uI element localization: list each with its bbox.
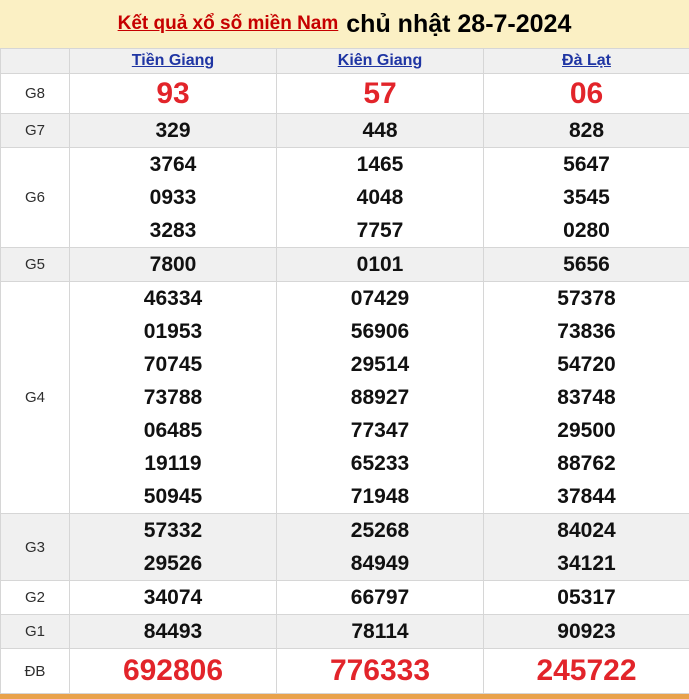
prize-cell-g7-col2 xyxy=(484,114,689,148)
prize-number: 84949 xyxy=(277,547,483,580)
prize-number: 01953 xyxy=(70,315,276,348)
prize-number: 57 xyxy=(277,75,483,113)
prize-number: 88927 xyxy=(277,381,483,414)
prize-cell-g2-col2 xyxy=(484,581,689,615)
prize-number: 77347 xyxy=(277,414,483,447)
prize-number: 84493 xyxy=(70,615,276,648)
header-corner-cell xyxy=(1,49,70,74)
province-link-tien-giang[interactable]: Tiền Giang xyxy=(132,52,214,69)
prize-label-g2: G2 xyxy=(1,581,70,615)
header-cell-da-lat xyxy=(484,49,689,74)
prize-number: 05317 xyxy=(484,581,689,614)
region-results-link[interactable]: Kết quả xổ số miền Nam xyxy=(118,13,339,35)
province-link-da-lat[interactable]: Đà Lạt xyxy=(562,52,611,69)
prize-cell-g4-col0 xyxy=(70,282,277,514)
prize-number: 57332 xyxy=(70,514,276,547)
prize-row-db xyxy=(1,649,689,694)
prize-number: 7800 xyxy=(70,248,276,281)
prize-number: 3545 xyxy=(484,181,689,214)
prize-number: 19119 xyxy=(70,447,276,480)
prize-cell-g6-col1 xyxy=(277,148,484,248)
prize-cell-g8-col0 xyxy=(70,74,277,114)
prize-number: 34121 xyxy=(484,547,689,580)
prize-number: 73836 xyxy=(484,315,689,348)
prize-cell-g1-col1 xyxy=(277,615,484,649)
prize-number: 46334 xyxy=(70,282,276,315)
prize-number: 29514 xyxy=(277,348,483,381)
prize-row-g5 xyxy=(1,248,689,282)
prize-number: 25268 xyxy=(277,514,483,547)
prize-cell-g5-col1 xyxy=(277,248,484,282)
prize-row-g2 xyxy=(1,581,689,615)
prize-cell-g5-col0 xyxy=(70,248,277,282)
prize-number: 88762 xyxy=(484,447,689,480)
prize-cell-g4-col1 xyxy=(277,282,484,514)
prize-cell-g8-col1 xyxy=(277,74,484,114)
prize-cell-g5-col2 xyxy=(484,248,689,282)
prize-number: 50945 xyxy=(70,480,276,513)
prize-number: 5647 xyxy=(484,148,689,181)
prize-number: 692806 xyxy=(70,652,276,690)
prize-number: 329 xyxy=(70,114,276,147)
prize-number: 83748 xyxy=(484,381,689,414)
prize-number: 57378 xyxy=(484,282,689,315)
prize-cell-db-col0 xyxy=(70,649,277,694)
prize-number: 5656 xyxy=(484,248,689,281)
prize-number: 07429 xyxy=(277,282,483,315)
prize-number: 70745 xyxy=(70,348,276,381)
prize-number: 34074 xyxy=(70,581,276,614)
prize-number: 3283 xyxy=(70,214,276,247)
prize-number: 73788 xyxy=(70,381,276,414)
prize-cell-g7-col0 xyxy=(70,114,277,148)
header-cell-tien-giang xyxy=(70,49,277,74)
prize-label-g8: G8 xyxy=(1,74,70,114)
prize-row-g3 xyxy=(1,514,689,581)
title-date-text: chủ nhật 28-7-2024 xyxy=(346,10,571,39)
prize-cell-g4-col2 xyxy=(484,282,689,514)
prize-label-db: ĐB xyxy=(1,649,70,694)
prize-number: 66797 xyxy=(277,581,483,614)
prize-number: 06 xyxy=(484,75,689,113)
prize-row-g7 xyxy=(1,114,689,148)
prize-label-g3: G3 xyxy=(1,514,70,581)
prize-number: 37844 xyxy=(484,480,689,513)
prize-cell-g3-col1 xyxy=(277,514,484,581)
prize-number: 448 xyxy=(277,114,483,147)
prize-cell-g7-col1 xyxy=(277,114,484,148)
prize-cell-g2-col0 xyxy=(70,581,277,615)
prize-number: 1465 xyxy=(277,148,483,181)
prize-number: 54720 xyxy=(484,348,689,381)
prize-number: 0280 xyxy=(484,214,689,247)
prize-cell-g3-col0 xyxy=(70,514,277,581)
prize-cell-g3-col2 xyxy=(484,514,689,581)
prize-row-g4 xyxy=(1,282,689,514)
prize-cell-g8-col2 xyxy=(484,74,689,114)
province-link-kien-giang[interactable]: Kiên Giang xyxy=(338,52,422,69)
prize-row-g6 xyxy=(1,148,689,248)
prize-number: 0933 xyxy=(70,181,276,214)
page-title xyxy=(0,0,689,48)
prize-number: 3764 xyxy=(70,148,276,181)
prize-number: 29500 xyxy=(484,414,689,447)
prize-number: 0101 xyxy=(277,248,483,281)
prize-number: 828 xyxy=(484,114,689,147)
results-table xyxy=(0,48,689,694)
header-cell-kien-giang xyxy=(277,49,484,74)
prize-cell-db-col2 xyxy=(484,649,689,694)
prize-number: 71948 xyxy=(277,480,483,513)
prize-label-g1: G1 xyxy=(1,615,70,649)
prize-number: 84024 xyxy=(484,514,689,547)
header-row xyxy=(1,49,689,74)
prize-number: 7757 xyxy=(277,214,483,247)
prize-row-g1 xyxy=(1,615,689,649)
prize-number: 90923 xyxy=(484,615,689,648)
prize-label-g7: G7 xyxy=(1,114,70,148)
prize-cell-g6-col0 xyxy=(70,148,277,248)
prize-number: 776333 xyxy=(277,652,483,690)
prize-cell-g6-col2 xyxy=(484,148,689,248)
prize-number: 29526 xyxy=(70,547,276,580)
prize-label-g6: G6 xyxy=(1,148,70,248)
prize-number: 65233 xyxy=(277,447,483,480)
prize-number: 06485 xyxy=(70,414,276,447)
prize-number: 93 xyxy=(70,75,276,113)
prize-row-g8 xyxy=(1,74,689,114)
prize-cell-db-col1 xyxy=(277,649,484,694)
prize-number: 56906 xyxy=(277,315,483,348)
prize-cell-g2-col1 xyxy=(277,581,484,615)
prize-label-g4: G4 xyxy=(1,282,70,514)
prize-label-g5: G5 xyxy=(1,248,70,282)
prize-number: 78114 xyxy=(277,615,483,648)
prize-cell-g1-col0 xyxy=(70,615,277,649)
prize-cell-g1-col2 xyxy=(484,615,689,649)
prize-number: 245722 xyxy=(484,652,689,690)
prize-number: 4048 xyxy=(277,181,483,214)
